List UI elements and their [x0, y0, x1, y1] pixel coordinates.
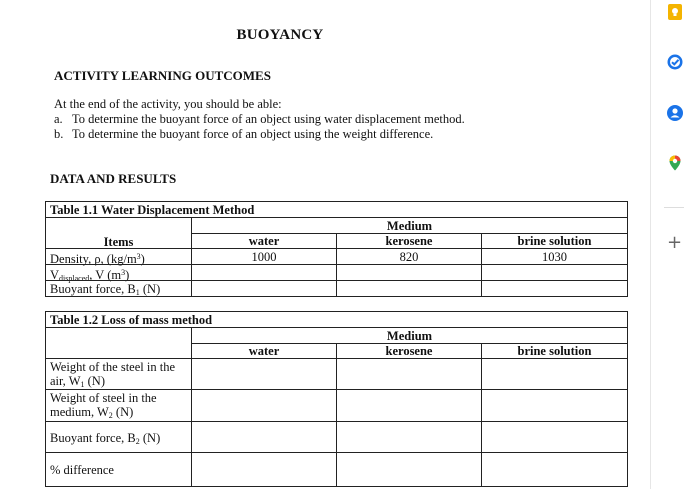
data-results-heading: DATA AND RESULTS	[50, 171, 177, 186]
cell-buoyant-brine	[481, 280, 628, 297]
col-header-water: water	[191, 233, 337, 249]
row-label-buoyant-1: Buoyant force, $B_1$ (N)	[45, 280, 192, 297]
blank-header-cell	[45, 327, 192, 359]
cell-density-brine: 1030	[481, 248, 628, 265]
maps-icon[interactable]	[666, 154, 684, 172]
cell-b2-brine	[481, 421, 628, 453]
row-label-volume: $V_{displaced}$, V $(m^3)$	[45, 264, 192, 281]
col-header-kerosene: kerosene	[336, 343, 482, 359]
outcomes-heading: ACTIVITY LEARNING OUTCOMES	[54, 68, 271, 83]
keep-notes-icon[interactable]	[666, 3, 684, 21]
cell-volume-water	[191, 264, 337, 281]
outcome-item-a: a. To determine the buoyant force of an object using water displacement method.	[54, 112, 465, 126]
outcomes-paragraph	[54, 97, 465, 142]
cell-volume-brine	[481, 264, 628, 281]
col-header-kerosene: kerosene	[336, 233, 482, 249]
items-header: Items	[103, 235, 134, 249]
add-addon-button[interactable]: +	[667, 232, 683, 253]
cell-diff-kerosene	[336, 452, 482, 487]
cell-w1-kerosene	[336, 358, 482, 390]
row-label-w2: Weight of steel in the medium, $W_2$ (N)	[45, 389, 192, 422]
items-header-cell	[45, 217, 192, 249]
cell-buoyant-kerosene	[336, 280, 482, 297]
table-1-2	[45, 311, 628, 487]
col-header-brine: brine solution	[481, 233, 628, 249]
col-header-brine: brine solution	[481, 343, 628, 359]
cell-w2-water	[191, 389, 337, 422]
cell-b2-water	[191, 421, 337, 453]
cell-density-water: 1000	[191, 248, 337, 265]
row-label-percent-diff: % difference	[45, 452, 192, 487]
table-1-1	[45, 201, 628, 297]
cell-density-kerosene: 820	[336, 248, 482, 265]
medium-header-cell	[191, 327, 628, 344]
medium-header-cell	[191, 217, 628, 234]
outcome-item-b: b. To determine the buoyant force of an object using the weight difference.	[54, 127, 434, 141]
table-caption: Table 1.1 Water Displacement Method	[50, 203, 255, 217]
row-label-density: Density, ρ, $(kg/m^3)$	[45, 248, 192, 265]
cell-buoyant-water	[191, 280, 337, 297]
row-label-buoyant-2: Buoyant force, $B_2$ (N)	[45, 421, 192, 453]
medium-header: Medium	[386, 329, 433, 343]
outcomes-intro: At the end of the activity, you should be able:	[54, 97, 282, 111]
medium-header: Medium	[386, 219, 433, 233]
side-panel-divider	[664, 207, 684, 208]
cell-diff-brine	[481, 452, 628, 487]
cell-diff-water	[191, 452, 337, 487]
cell-w1-brine	[481, 358, 628, 390]
cell-w2-brine	[481, 389, 628, 422]
tasks-icon[interactable]	[666, 53, 684, 71]
cell-volume-kerosene	[336, 264, 482, 281]
cell-b2-kerosene	[336, 421, 482, 453]
col-header-water: water	[191, 343, 337, 359]
contacts-icon[interactable]	[666, 104, 684, 122]
page-title: BUOYANCY	[236, 27, 324, 43]
table-caption-cell	[45, 311, 628, 328]
table-caption: Table 1.2 Loss of mass method	[50, 313, 213, 327]
table-caption-cell	[45, 201, 628, 218]
cell-w1-water	[191, 358, 337, 390]
cell-w2-kerosene	[336, 389, 482, 422]
row-label-w1: Weight of the steel in the air, $W_1$ (N)	[45, 358, 192, 390]
